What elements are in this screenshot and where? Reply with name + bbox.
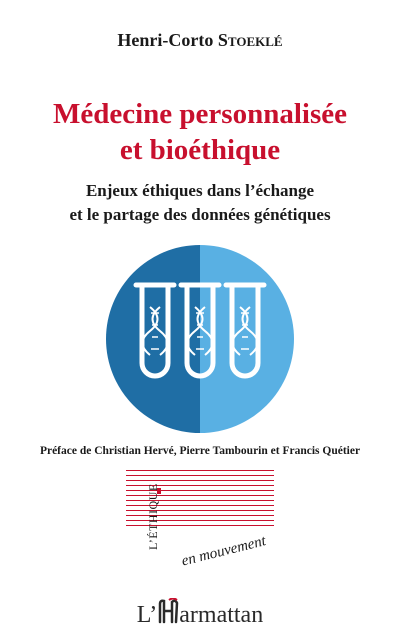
preface-credit: Préface de Christian Hervé, Pierre Tambourin et Francis Quétier — [39, 445, 361, 457]
harmattan-h-icon — [157, 598, 179, 624]
collection-name: L’ÉTHIQUE — [146, 483, 160, 550]
subtitle-line-2: et le partage des données génétiques — [69, 205, 331, 224]
author-first-name: Henri-Corto — [117, 30, 214, 50]
title-line-2: et bioéthique — [119, 134, 281, 166]
collection-tagline: en mouvement — [180, 533, 268, 570]
book-title — [0, 96, 400, 168]
publisher-logo — [0, 598, 400, 629]
subtitle-line-1: Enjeux éthiques dans l’échange — [85, 181, 315, 200]
title-line-1: Médecine personnalisée — [53, 98, 347, 130]
author-name — [0, 30, 400, 51]
publisher-prefix: L’ — [136, 602, 158, 628]
collection-logo — [120, 470, 280, 582]
publisher-name: armattan — [179, 602, 264, 628]
book-subtitle — [0, 179, 400, 227]
dna-test-tubes-icon — [106, 245, 294, 433]
author-last-name: Stoeklé — [217, 30, 283, 50]
